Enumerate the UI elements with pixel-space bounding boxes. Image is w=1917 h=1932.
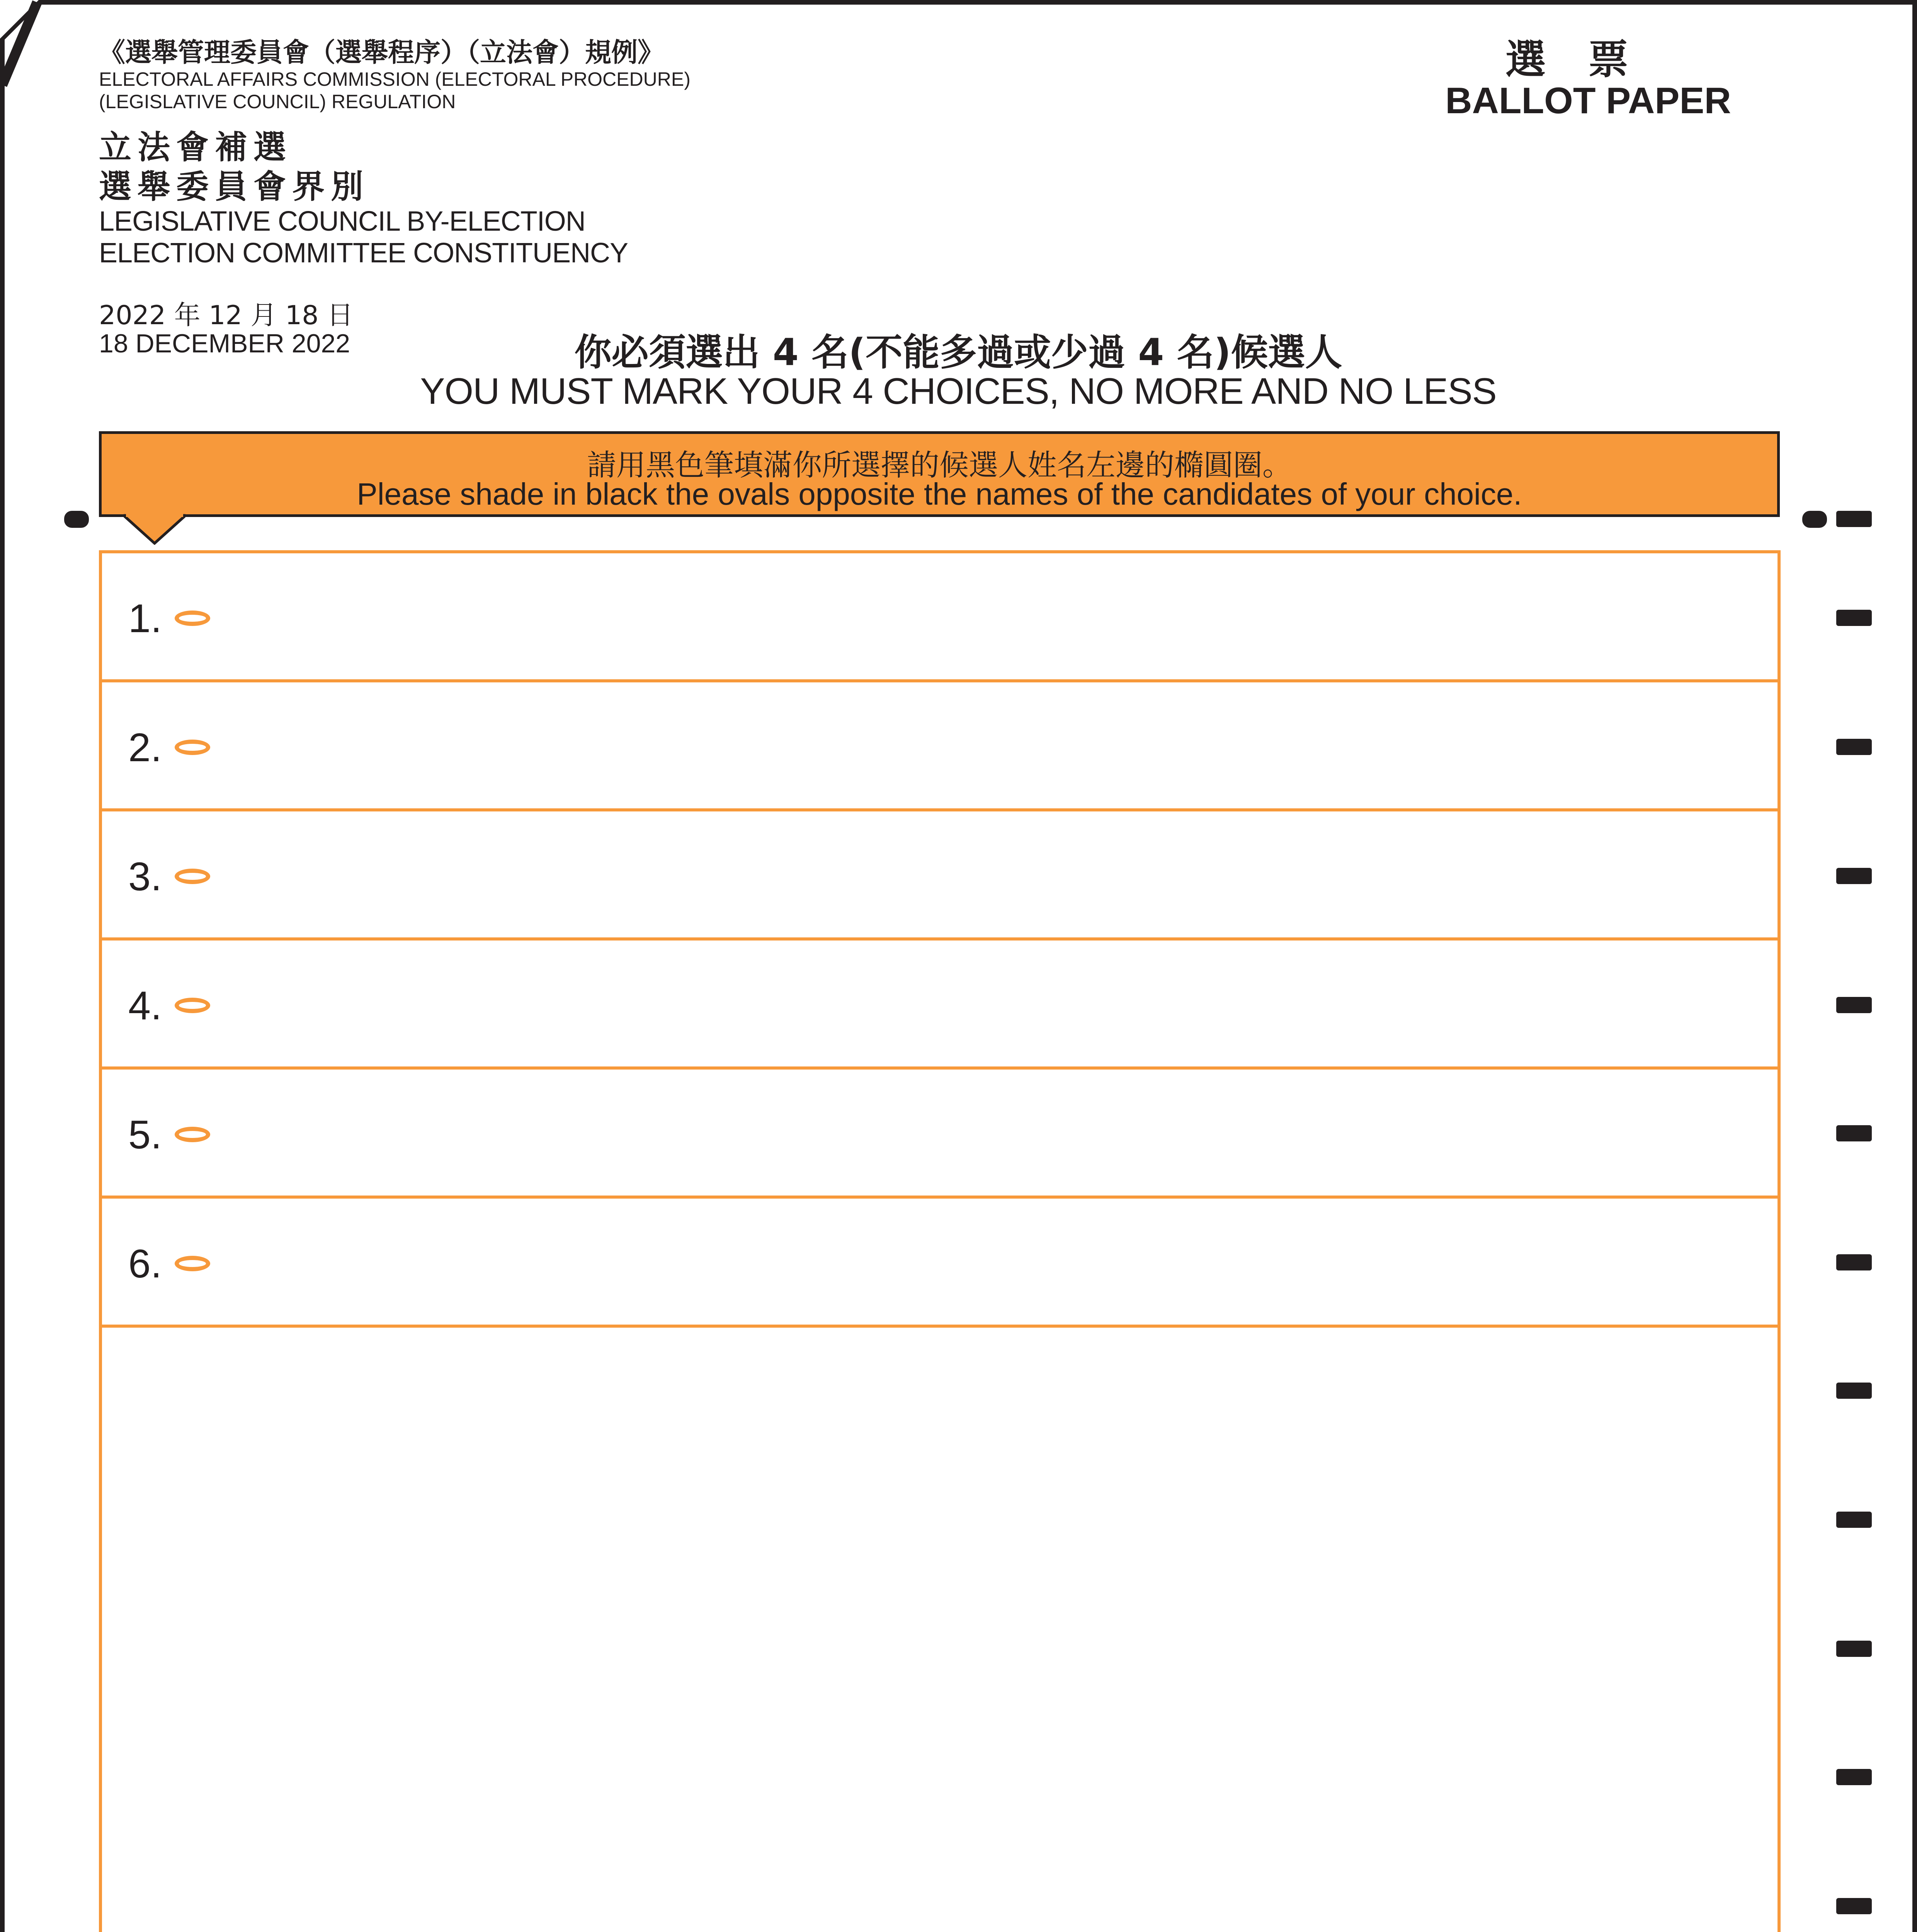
timing-mark <box>1836 610 1872 626</box>
candidate-row <box>102 1199 1778 1328</box>
timing-mark <box>1836 511 1872 527</box>
timing-mark <box>1836 1125 1872 1141</box>
vote-oval[interactable] <box>175 1256 210 1271</box>
banner-pointer-arrow-icon <box>124 514 185 545</box>
constituency-en-line2: ELECTION COMMITTEE CONSTITUENCY <box>99 238 628 269</box>
shading-instruction-en: Please shade in black the ovals opposite the names of the candidates of your choice. <box>357 477 1522 511</box>
registration-mark-top-left <box>64 511 89 528</box>
timing-mark <box>1836 868 1872 884</box>
timing-mark <box>1836 1512 1872 1528</box>
timing-mark <box>1836 739 1872 755</box>
instruction-choose-four-zh: 你必須選出 4 名(不能多過或少過 4 名)候選人 <box>574 331 1342 374</box>
regulation-title-en <box>99 68 691 113</box>
timing-mark <box>1836 997 1872 1013</box>
candidate-number: 5. <box>128 1112 162 1157</box>
candidate-number: 2. <box>128 725 162 770</box>
candidate-row <box>102 940 1778 1070</box>
instruction-choose-four-en: YOU MUST MARK YOUR 4 CHOICES, NO MORE AND NO LESS <box>420 371 1497 412</box>
candidate-row <box>102 553 1778 682</box>
candidate-number: 1. <box>128 596 162 641</box>
election-date-en: 18 DECEMBER 2022 <box>99 329 350 358</box>
vote-oval[interactable] <box>175 1127 210 1142</box>
vote-oval[interactable] <box>175 869 210 884</box>
candidate-number: 6. <box>128 1242 162 1286</box>
constituency-zh <box>99 128 369 206</box>
constituency-en-line1: LEGISLATIVE COUNCIL BY-ELECTION <box>99 206 585 237</box>
ballot-title-en: BALLOT PAPER <box>1445 80 1731 121</box>
candidate-row <box>102 1070 1778 1199</box>
constituency-zh-line1: 立法會補選 <box>99 128 293 166</box>
vote-oval[interactable] <box>175 611 210 626</box>
timing-mark <box>1836 1769 1872 1785</box>
election-date-zh: 2022 年 12 月 18 日 <box>99 300 354 331</box>
timing-mark <box>1836 1383 1872 1399</box>
timing-mark <box>1836 1898 1872 1914</box>
timing-mark <box>1836 1641 1872 1657</box>
regulation-title-en-line1: ELECTORAL AFFAIRS COMMISSION (ELECTORAL PROCEDURE) <box>99 68 691 90</box>
regulation-title-zh: 《選舉管理委員會（選舉程序）（立法會）規例》 <box>99 37 664 68</box>
constituency-en <box>99 206 628 269</box>
constituency-zh-line2: 選舉委員會界別 <box>99 168 370 206</box>
registration-mark-top-right <box>1802 511 1827 528</box>
shading-instruction-banner <box>99 431 1780 517</box>
candidate-number: 3. <box>128 854 162 899</box>
ballot-title-zh: 選票 <box>1505 36 1671 83</box>
candidate-row <box>102 811 1778 940</box>
candidate-list <box>99 550 1781 1932</box>
regulation-title-en-line2: (LEGISLATIVE COUNCIL) REGULATION <box>99 91 456 112</box>
candidate-number: 4. <box>128 983 162 1028</box>
vote-oval[interactable] <box>175 740 210 755</box>
candidate-row <box>102 682 1778 811</box>
vote-oval[interactable] <box>175 998 210 1013</box>
timing-mark <box>1836 1254 1872 1270</box>
shading-instruction-zh: 請用黑色筆填滿你所選擇的候選人姓名左邊的橢圓圈。 <box>587 448 1292 482</box>
